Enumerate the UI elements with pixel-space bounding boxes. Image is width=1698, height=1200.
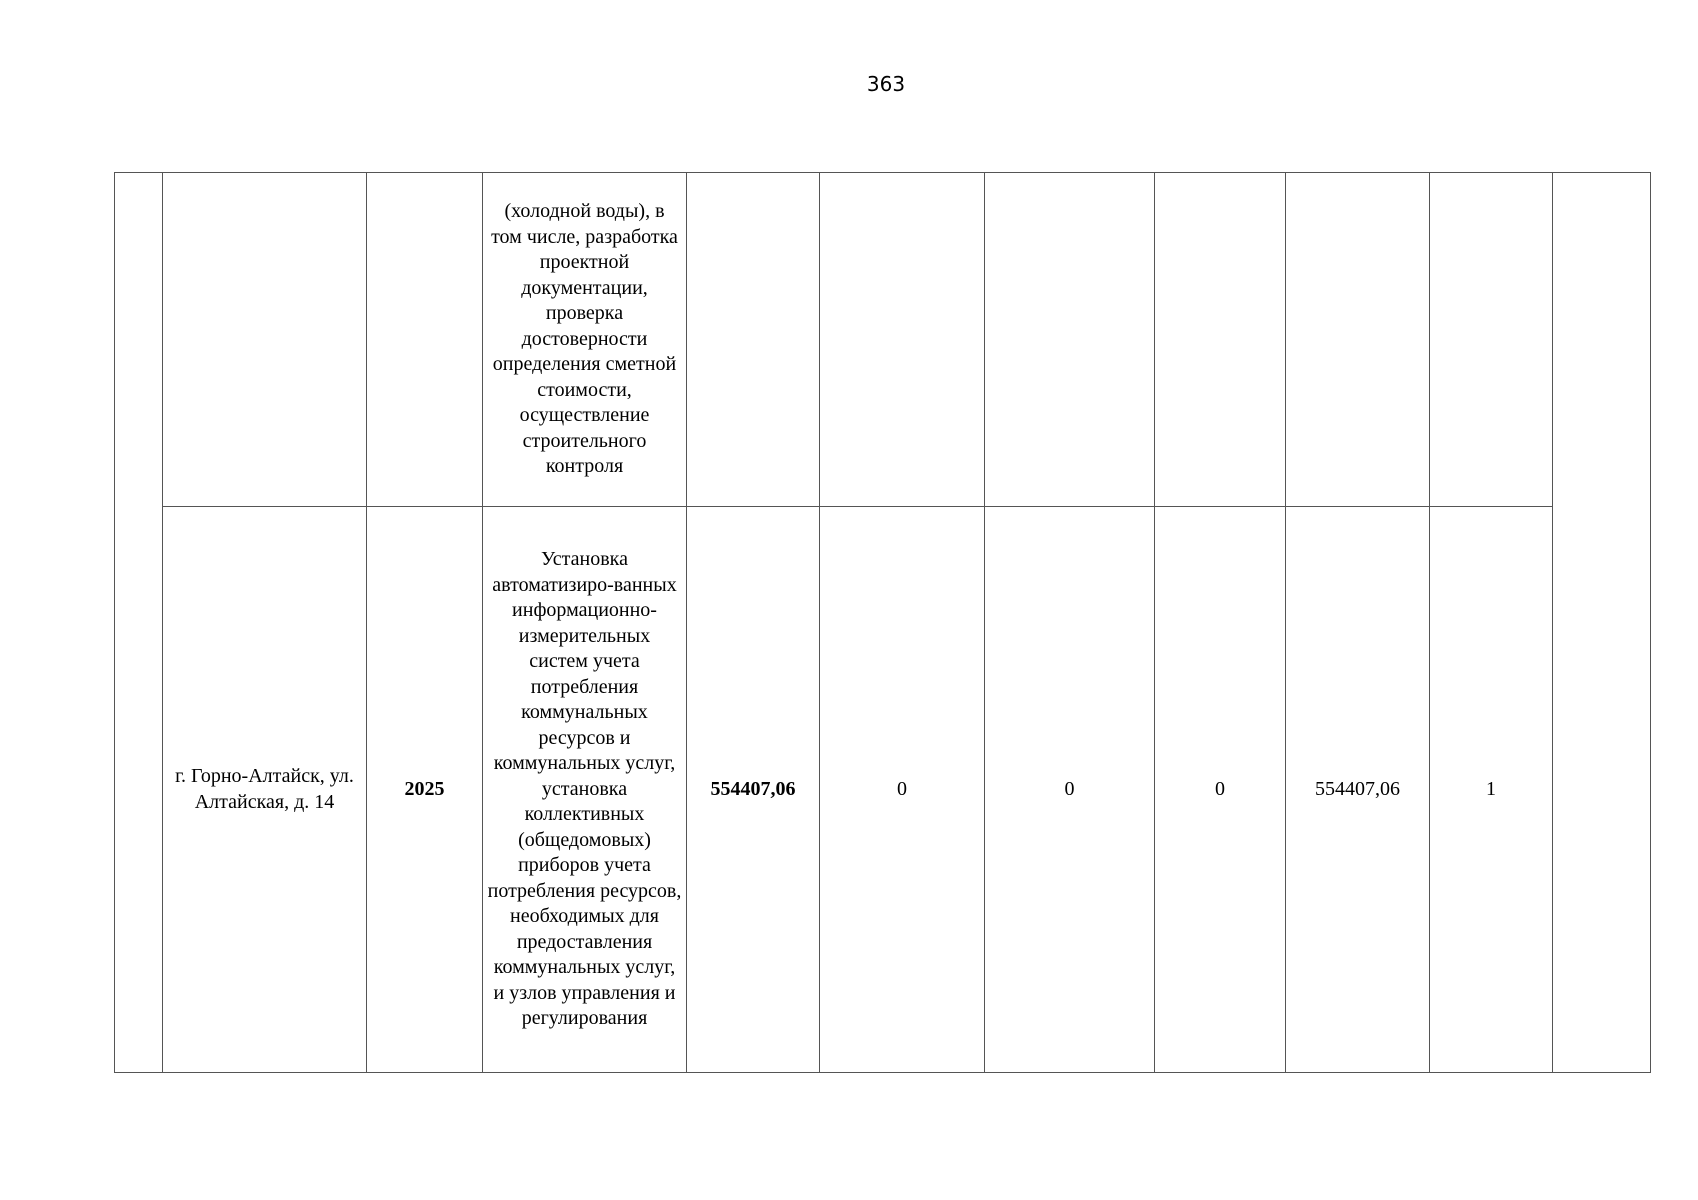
work-type-cell: Установка автоматизиро-ванных информационно-измерительных систем учета потребления коммунальных ресурсов и коммунальных услуг, установка коллективных (общедомовых) приборов учета потребления ресурсов, необходимых для предоставления коммунальных услуг, и узлов управления и регулирования (483, 507, 687, 1073)
address-cell: г. Горно-Алтайск, ул. Алтайская, д. 14 (163, 507, 367, 1073)
fund-3-cell-empty (1155, 173, 1286, 507)
table-row-continued (115, 173, 1651, 507)
year-cell: 2025 (367, 507, 483, 1073)
fund-3-cell: 0 (1155, 507, 1286, 1073)
address-cell-empty (163, 173, 367, 507)
page-number: 363 (866, 72, 906, 96)
table-row-main (115, 507, 1651, 1073)
note-cell (1553, 173, 1651, 1073)
year-cell-empty (367, 173, 483, 507)
capital-repair-table (114, 172, 1651, 1073)
work-type-cell-continued: (холодной воды), в том числе, разработка проектной документации, проверка достоверности определения сметной стоимости, осуществление строительного контроля (483, 173, 687, 507)
fund-4-cell-empty (1286, 173, 1430, 507)
fund-1-cell: 0 (820, 507, 985, 1073)
fund-2-cell-empty (985, 173, 1155, 507)
count-cell: 1 (1430, 507, 1553, 1073)
total-cost-cell: 554407,06 (687, 507, 820, 1073)
number-cell (115, 173, 163, 1073)
count-cell-empty (1430, 173, 1553, 507)
fund-4-cell: 554407,06 (1286, 507, 1430, 1073)
fund-2-cell: 0 (985, 507, 1155, 1073)
fund-1-cell-empty (820, 173, 985, 507)
total-cost-cell-empty (687, 173, 820, 507)
